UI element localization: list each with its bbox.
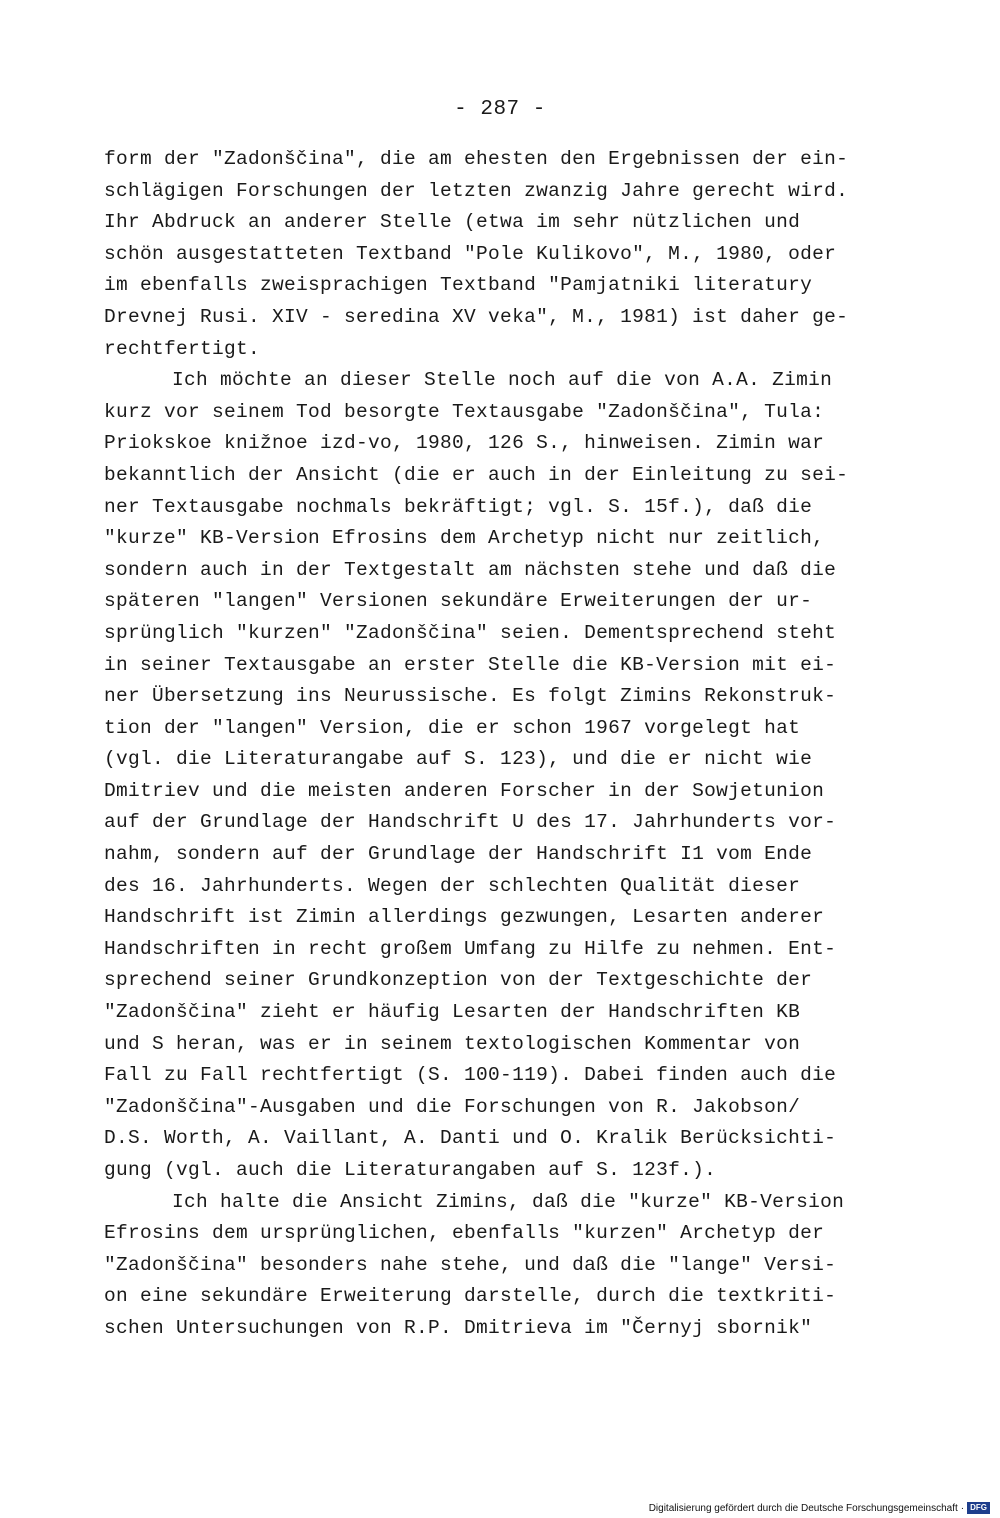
body-text [104, 144, 904, 1345]
text-line: auf der Grundlage der Handschrift U des 17. Jahrhunderts vor- [104, 811, 837, 834]
dfg-logo: DFG [967, 1502, 990, 1514]
text-line: Handschrift ist Zimin allerdings gezwungen, Lesarten anderer [104, 906, 825, 929]
text-line: Ihr Abdruck an anderer Stelle (etwa im sehr nützlichen und [104, 211, 801, 234]
page-number: - 287 - [454, 98, 546, 121]
digitization-footer [649, 1502, 990, 1514]
text-line: Efrosins dem ursprünglichen, ebenfalls "kurzen" Archetyp der [104, 1222, 825, 1245]
text-line: nahm, sondern auf der Grundlage der Handschrift I1 vom Ende [104, 843, 813, 866]
footer-credit: Digitalisierung gefördert durch die Deutsche Forschungsgemeinschaft [648, 1502, 958, 1514]
text-line: D.S. Worth, A. Vaillant, A. Danti und O. Kralik Berücksichti- [104, 1127, 837, 1150]
text-line: bekanntlich der Ansicht (die er auch in der Einleitung zu sei- [104, 463, 849, 486]
text-line: schen Untersuchungen von R.P. Dmitrieva im "Černyj sbornik" [104, 1316, 813, 1339]
text-line: Priokskoe knižnoe izd-vo, 1980, 126 S., hinweisen. Zimin war [104, 432, 825, 455]
text-line: gung (vgl. auch die Literaturangaben auf S. 123f.). [104, 1159, 717, 1181]
text-line: Dmitriev und die meisten anderen Forscher in der Sowjetunion [104, 779, 825, 802]
text-line: sondern auch in der Textgestalt am nächsten stehe und daß die [104, 558, 837, 581]
text-line: ner Übersetzung ins Neurussische. Es folgt Zimins Rekonstruk- [104, 685, 837, 708]
text-line: des 16. Jahrhunderts. Wegen der schlechten Qualität dieser [104, 874, 801, 897]
text-line: "kurze" KB-Version Efrosins dem Archetyp nicht nur zeitlich, [104, 527, 825, 550]
text-line: in seiner Textausgabe an erster Stelle die KB-Version mit ei- [104, 653, 837, 676]
text-line: ner Textausgabe nochmals bekräftigt; vgl. S. 15f.), daß die [104, 495, 813, 518]
text-line: und S heran, was er in seinem textologischen Kommentar von [104, 1032, 801, 1055]
text-line: sprechend seiner Grundkonzeption von der Textgeschichte der [104, 969, 813, 992]
text-line: "Zadonščina" zieht er häufig Lesarten der Handschriften KB [104, 1001, 801, 1024]
text-line: Ich möchte an dieser Stelle noch auf die von A.A. Zimin [172, 369, 833, 392]
text-line: tion der "langen" Version, die er schon 1967 vorgelegt hat [104, 716, 801, 739]
text-line: Ich halte die Ansicht Zimins, daß die "kurze" KB-Version [172, 1190, 845, 1213]
text-line: form der "Zadonščina", die am ehesten den Ergebnissen der ein- [104, 148, 849, 170]
text-line: schlägigen Forschungen der letzten zwanzig Jahre gerecht wird. [104, 179, 849, 202]
text-line: "Zadonščina" besonders nahe stehe, und daß die "lange" Versi- [104, 1253, 837, 1276]
text-line: Handschriften in recht großem Umfang zu Hilfe zu nehmen. Ent- [104, 937, 837, 960]
text-line: schön ausgestatteten Textband "Pole Kulikovo", M., 1980, oder [104, 242, 837, 265]
text-line: späteren "langen" Versionen sekundäre Erweiterungen der ur- [104, 590, 813, 613]
footer-separator: · [960, 1502, 965, 1514]
text-line: sprünglich "kurzen" "Zadonščina" seien. Dementsprechend steht [104, 621, 837, 644]
text-line: kurz vor seinem Tod besorgte Textausgabe "Zadonščina", Tula: [104, 400, 825, 423]
text-line: on eine sekundäre Erweiterung darstelle, durch die textkriti- [104, 1285, 837, 1308]
text-line: "Zadonščina"-Ausgaben und die Forschungen von R. Jakobson/ [104, 1095, 801, 1118]
text-line: Drevnej Rusi. XIV - seredina XV veka", M., 1981) ist daher ge- [104, 305, 849, 328]
text-line: rechtfertigt. [104, 337, 261, 360]
text-line: Fall zu Fall rechtfertigt (S. 100-119). Dabei finden auch die [104, 1064, 837, 1087]
text-line: im ebenfalls zweisprachigen Textband "Pamjatniki literatury [104, 274, 813, 297]
text-line: (vgl. die Literaturangabe auf S. 123), und die er nicht wie [104, 748, 813, 771]
